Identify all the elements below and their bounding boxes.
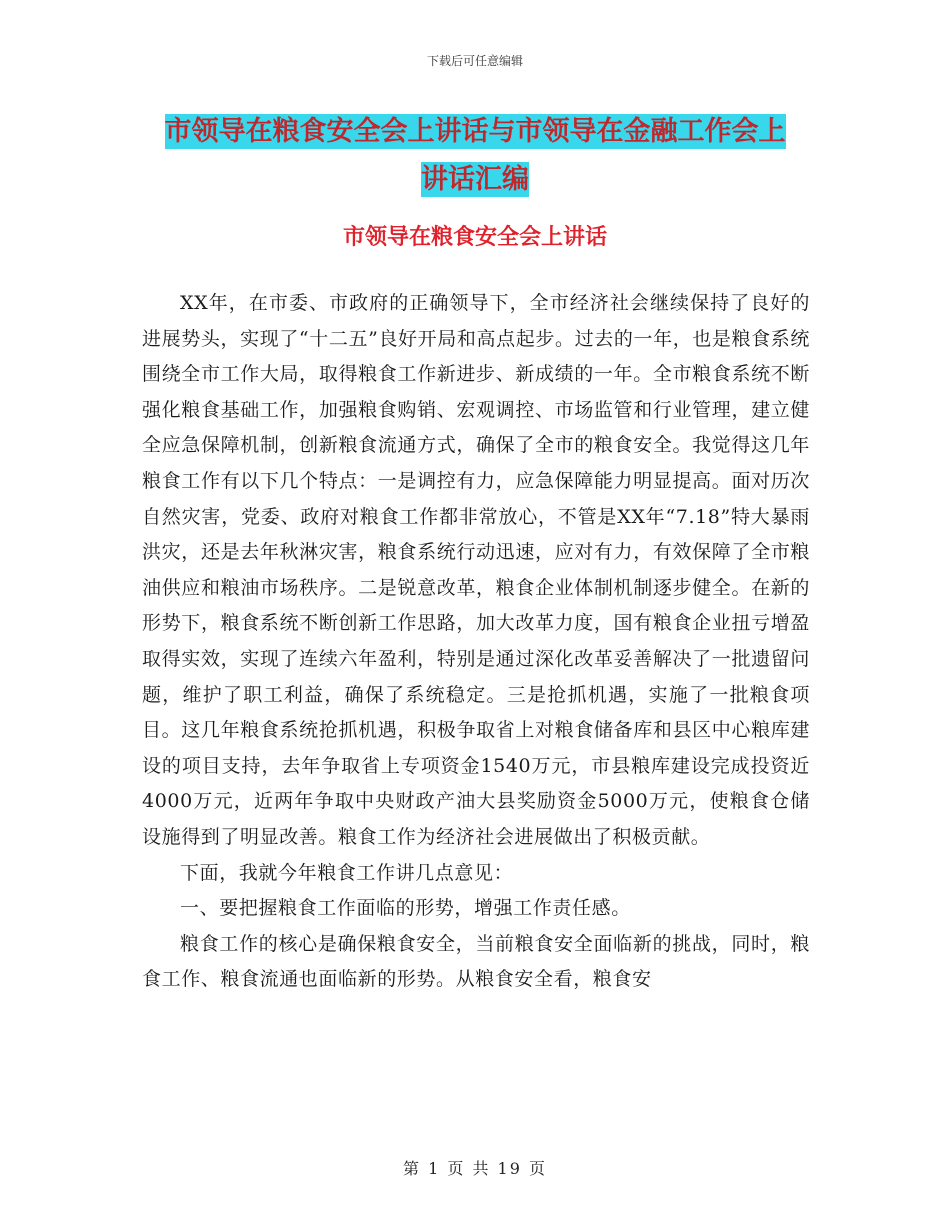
paragraph: 下面，我就今年粮食工作讲几点意见： xyxy=(180,861,514,884)
body-text xyxy=(142,286,810,998)
document-title xyxy=(150,108,800,204)
document-title-line-1: 市领导在粮食安全会上讲话与市领导在金融工作会上 xyxy=(164,116,786,147)
document-title-line-2: 讲话汇编 xyxy=(421,164,529,195)
paragraph: XX年，在市委、市政府的正确领导下，全市经济社会继续保持了良好的进展势头，实现了“十二五”良好开局和高点起步。过去的一年，也是粮食系统围绕全市工作大局，取得粮食工作新进步、新成绩的一年。全市粮食系统不断强化粮食基础工作，加强粮食购销、宏观调控、市场监管和行业管理，建立健全应急保障机制，创新粮食流通方式，确保了全市的粮食安全。我觉得这几年粮食工作有以下几个特点：一是调控有力，应急保障能力明显提高。面对历次自然灾害，党委、政府对粮食工作都非常放心，不管是XX年“7.18”特大暴雨洪灾，还是去年秋淋灾害，粮食系统行动迅速，应对有力，有效保障了全市粮油供应和粮油市场秩序。二是锐意改革，粮食企业体制机制逐步健全。在新的形势下，粮食系统不断创新工作思路，加大改革力度，国有粮食企业扭亏增盈取得实效，实现了连续六年盈利，特别是通过深化改革妥善解决了一批遗留问题，维护了职工利益，确保了系统稳定。三是抢抓机遇，实施了一批粮食项目。这几年粮食系统抢抓机遇，积极争取省上对粮食储备库和县区中心粮库建设的项目支持，去年争取省上专项资金1540万元，市县粮库建设完成投资近4000万元，近两年争取中央财政产油大县奖励资金5000万元，使粮食仓储设施得到了明显改善。粮食工作为经济社会进展做出了积极贡献。 xyxy=(142,292,810,848)
paragraph: 粮食工作的核心是确保粮食安全，当前粮食安全面临新的挑战，同时，粮食工作、粮食流通也面临新的形势。从粮食安全看，粮食安 xyxy=(142,932,810,991)
header-note: 下载后可任意编辑 xyxy=(426,54,523,68)
page-number: 第 1 页 共 19 页 xyxy=(403,1159,547,1178)
paragraph: 一、要把握粮食工作面临的形势，增强工作责任感。 xyxy=(180,897,631,920)
section-title: 市领导在粮食安全会上讲话 xyxy=(342,225,607,250)
